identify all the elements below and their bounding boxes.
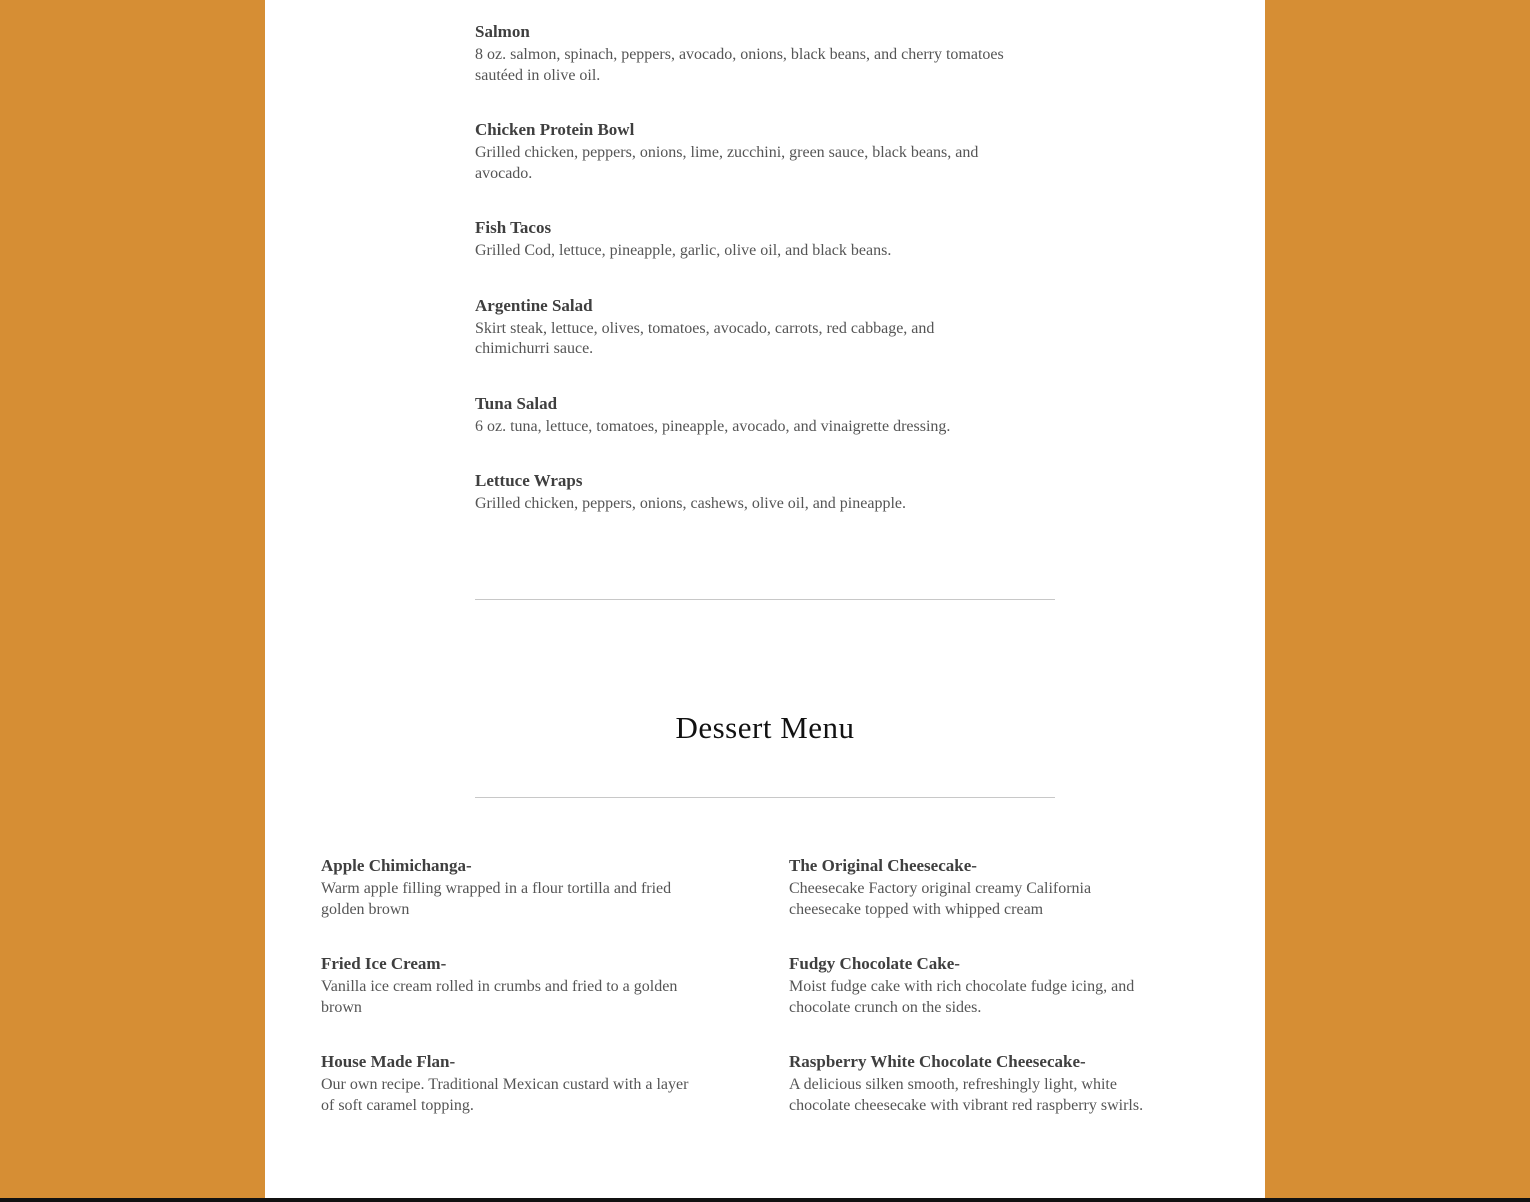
menu-item bbox=[475, 470, 1005, 515]
dessert-item-description: Vanilla ice cream rolled in crumbs and fried to a golden brown bbox=[321, 978, 678, 1016]
dessert-item-description: Moist fudge cake with rich chocolate fudge icing, and chocolate crunch on the sides. bbox=[789, 978, 1135, 1016]
menu-item bbox=[475, 21, 1005, 86]
dessert-item bbox=[321, 1051, 701, 1116]
main-menu-list bbox=[475, 21, 1005, 548]
menu-item-name: Argentine Salad bbox=[475, 295, 593, 315]
dessert-menu-title: Dessert Menu bbox=[675, 710, 855, 745]
section-divider-bottom bbox=[475, 797, 1055, 798]
menu-item-name: Lettuce Wraps bbox=[475, 471, 583, 490]
dessert-item-name: Raspberry White Chocolate Cheesecake- bbox=[789, 1052, 1086, 1071]
menu-item bbox=[475, 217, 1005, 262]
bottom-edge-bar bbox=[0, 1198, 1530, 1202]
menu-item-name: Chicken Protein Bowl bbox=[475, 120, 635, 139]
menu-item-description: Grilled chicken, peppers, onions, lime, zucchini, green sauce, black beans, and avocado. bbox=[475, 144, 979, 182]
dessert-item bbox=[789, 953, 1149, 1018]
dessert-item-description: Warm apple filling wrapped in a flour tortilla and fried golden brown bbox=[321, 880, 672, 918]
section-divider-top bbox=[475, 599, 1055, 600]
menu-item-description: Grilled chicken, peppers, onions, cashews, olive oil, and pineapple. bbox=[475, 495, 906, 512]
dessert-column-left bbox=[321, 855, 701, 1149]
dessert-column-right bbox=[789, 855, 1149, 1149]
dessert-item-name: Fudgy Chocolate Cake- bbox=[789, 954, 960, 973]
menu-item-description: Skirt steak, lettuce, olives, tomatoes, avocado, carrots, red cabbage, and chimichurri sauce. bbox=[475, 319, 935, 357]
dessert-item bbox=[789, 1051, 1149, 1116]
menu-item-name: Salmon bbox=[475, 22, 530, 41]
dessert-item bbox=[789, 855, 1149, 920]
dessert-item-name: Apple Chimichanga- bbox=[321, 856, 472, 875]
dessert-item bbox=[321, 855, 701, 920]
menu-item-name: Fish Tacos bbox=[475, 218, 552, 237]
dessert-item bbox=[321, 953, 701, 1018]
menu-item bbox=[475, 119, 1005, 184]
menu-page bbox=[265, 0, 1265, 1198]
dessert-item-name: Fried Ice Cream- bbox=[321, 954, 447, 973]
menu-item-description: 6 oz. tuna, lettuce, tomatoes, pineapple, avocado, and vinaigrette dressing. bbox=[475, 417, 951, 435]
menu-item bbox=[475, 295, 1005, 360]
dessert-item-description: Our own recipe. Traditional Mexican custard with a layer of soft caramel topping. bbox=[321, 1076, 689, 1114]
menu-item bbox=[475, 393, 1005, 438]
menu-item-name: Tuna Salad bbox=[475, 393, 558, 413]
menu-item-description: Grilled Cod, lettuce, pineapple, garlic, olive oil, and black beans. bbox=[475, 242, 892, 259]
menu-item-description: 8 oz. salmon, spinach, peppers, avocado, onions, black beans, and cherry tomatoes sautéed in olive oil. bbox=[475, 46, 1004, 84]
dessert-item-description: A delicious silken smooth, refreshingly light, white chocolate cheesecake with vibrant red raspberry swirls. bbox=[789, 1076, 1144, 1114]
dessert-item-description: Cheesecake Factory original creamy California cheesecake topped with whipped cream bbox=[789, 880, 1092, 918]
dessert-item-name: House Made Flan- bbox=[321, 1052, 456, 1071]
dessert-item-name: The Original Cheesecake- bbox=[789, 856, 977, 875]
